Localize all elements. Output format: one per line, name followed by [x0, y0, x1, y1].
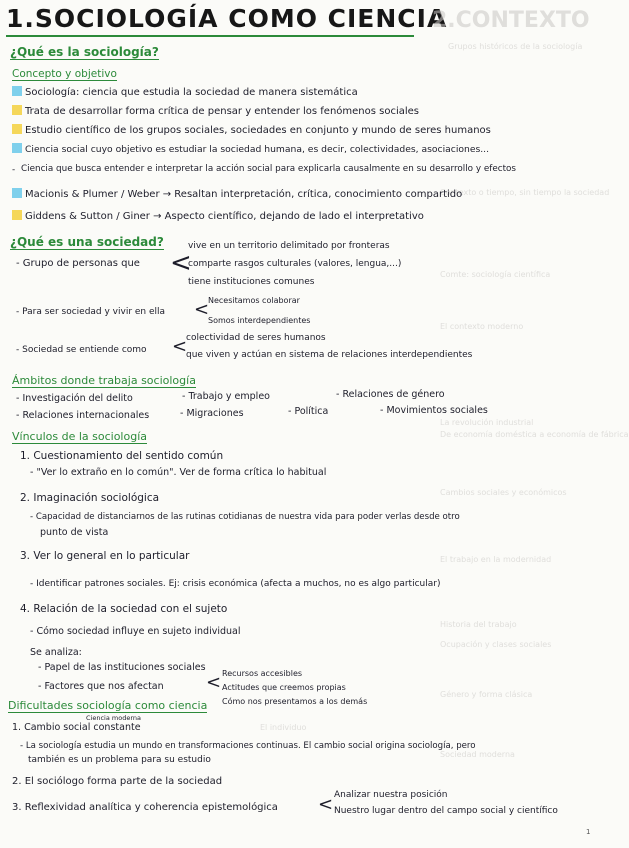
vinculo-title: 4. Relación de la sociedad con el sujeto — [20, 603, 228, 615]
brace: < — [206, 672, 222, 693]
brace: < — [172, 336, 188, 357]
list-item: Trata de desarrollar forma crítica de pensar y entender los fenómenos sociales — [12, 105, 419, 118]
dificultad-title: 1. Cambio social constante — [12, 722, 141, 733]
para-label: - Para ser sociedad y vivir en ella — [16, 307, 166, 317]
list-item: - Ciencia que busca entender e interpretar la acción social para explicarla causalmente en su desarrollo y efectos — [12, 164, 516, 175]
ambito-item: - Política — [288, 406, 329, 417]
vinculo-detail: - "Ver lo extraño en lo común". Ver de forma crítica lo habitual — [30, 467, 327, 478]
list-item: Sociología: ciencia que estudia la sociedad de manera sistemática — [12, 86, 358, 99]
vinculo-detail: - Capacidad de distanciarnos de las rutinas cotidianas de nuestra vida para poder verlas desde otro — [30, 512, 460, 522]
ambito-item: - Relaciones de género — [336, 389, 445, 400]
vinculo-detail: - Identificar patrones sociales. Ej: crisis económica (afecta a muchos, no es algo particular) — [30, 579, 441, 589]
highlight-marker — [12, 86, 22, 96]
vinculo-detail: - Papel de las instituciones sociales — [38, 662, 206, 673]
ghost-title: 2.CONTEXTO — [432, 8, 590, 33]
brace-item: vive en un territorio delimitado por fronteras — [188, 241, 390, 251]
ambito-item: - Investigación del delito — [16, 393, 133, 404]
brace-item: Recursos accesibles — [222, 669, 303, 678]
page-title: 1.SOCIOLOGÍA COMO CIENCIA — [6, 4, 448, 33]
dificultad-detail: - La sociología estudia un mundo en transformaciones continuas. El cambio social origina sociología, pero — [20, 741, 476, 751]
brace-item: Actitudes que creemos propias — [222, 683, 346, 692]
brace-item: comparte rasgos culturales (valores, lengua,...) — [188, 259, 402, 269]
brace: < — [318, 794, 334, 815]
brace-item: colectividad de seres humanos — [186, 333, 326, 343]
brace-item: Nuestro lugar dentro del campo social y científico — [334, 806, 558, 816]
ambito-item: - Relaciones internacionales — [16, 410, 150, 421]
brace-item: tiene instituciones comunes — [188, 277, 315, 287]
brace: < — [170, 248, 192, 278]
vinculo-detail: - Cómo sociedad influye en sujeto individual — [30, 626, 241, 637]
sociedad-label: - Sociedad se entiende como — [16, 345, 147, 355]
highlight-marker — [12, 124, 22, 134]
list-item: Ciencia social cuyo objetivo es estudiar la sociedad humana, es decir, colectividades, asociaciones... — [12, 143, 489, 156]
ambito-item: - Trabajo y empleo — [182, 391, 270, 402]
vinculo-detail: punto de vista — [40, 527, 109, 538]
vinculo-detail: - Factores que nos afectan — [38, 681, 164, 692]
dash-marker: - — [12, 165, 16, 175]
brace: < — [194, 299, 210, 320]
highlight-marker — [12, 210, 22, 220]
vinculo-title: 1. Cuestionamiento del sentido común — [20, 450, 224, 462]
dificultad-title: 3. Reflexividad analítica y coherencia epistemológica — [12, 802, 278, 813]
title-underline — [6, 35, 414, 37]
dificultad-title: 2. El sociólogo forma parte de la sociedad — [12, 776, 223, 787]
vinculo-title: 2. Imaginación sociológica — [20, 492, 160, 504]
dificultad-detail: también es un problema para su estudio — [28, 755, 211, 765]
vinculo-detail: Se analiza: — [30, 647, 82, 658]
list-item: Giddens & Sutton / Giner → Aspecto científico, dejando de lado el interpretativo — [12, 210, 424, 223]
ambito-item: - Movimientos sociales — [380, 405, 488, 416]
section-heading-que-es-sociedad: ¿Qué es una sociedad? — [10, 235, 164, 249]
section-heading-ambitos: Ámbitos donde trabaja sociología — [12, 374, 196, 387]
brace-item: Necesitamos colaborar — [208, 296, 300, 305]
list-item: Estudio científico de los grupos sociales, sociedades en conjunto y mundo de seres humanos — [12, 124, 491, 137]
highlight-marker — [12, 143, 22, 153]
subheading-concepto-objetivo: Concepto y objetivo — [12, 68, 117, 80]
brace-item: que viven y actúan en sistema de relaciones interdependientes — [186, 350, 473, 360]
section-heading-dificultades: Dificultades sociología como ciencia — [8, 699, 208, 712]
highlight-marker — [12, 105, 22, 115]
list-item: Macionis & Plumer / Weber → Resaltan interpretación, crítica, conocimiento compartido — [12, 188, 462, 201]
highlight-marker — [12, 188, 22, 198]
brace-item: Analizar nuestra posición — [334, 790, 448, 800]
brace-item: Somos interdependientes — [208, 316, 311, 325]
section-heading-vinculos: Vínculos de la sociología — [12, 430, 147, 443]
grupo-label: - Grupo de personas que — [16, 258, 140, 269]
page-number: 1 — [586, 828, 591, 836]
ambito-item: - Migraciones — [180, 408, 244, 419]
annotation-note: Ciencia moderna — [86, 714, 141, 722]
brace-item: Cómo nos presentamos a los demás — [222, 697, 368, 706]
section-heading-que-es-sociologia: ¿Qué es la sociología? — [10, 45, 159, 59]
vinculo-title: 3. Ver lo general en lo particular — [20, 550, 190, 562]
